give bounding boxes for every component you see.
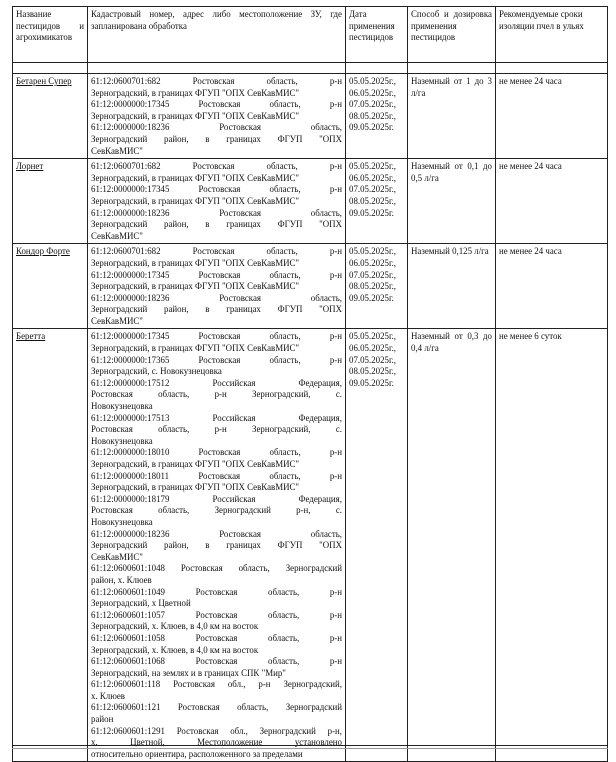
spacer-row <box>13 63 608 74</box>
isolation-period: не менее 6 суток <box>496 329 608 762</box>
table-row <box>13 329 608 762</box>
location-line: 61:12:0000000:18236 Ростовская область, <box>91 122 342 133</box>
header-location: Кадастровый номер, адрес либо местоположение ЗУ, где запланирована обработка <box>88 7 346 63</box>
location-line: Ростовская область, р-н Зерноградский, с. <box>91 424 342 435</box>
location-line: 61:12:0600601:1291 Ростовская обл., Зерноградский р-н, <box>91 725 342 736</box>
location-line: 61:12:0000000:17345 Ростовская область, р-н <box>91 99 342 110</box>
dates-cell <box>346 244 408 329</box>
location-line: 61:12:0000000:17345 Ростовская область, р-н <box>91 184 342 195</box>
location-line: СевКавМИС" <box>91 551 143 562</box>
date-line: 07.05.2025г., <box>349 99 397 110</box>
location-line: Зерноградский, в границах ФГУП "ОПХ СевКавМИС" <box>91 172 300 183</box>
date-line: 07.05.2025г., <box>349 354 397 365</box>
location-line: Зерноградский, в границах ФГУП "ОПХ СевКавМИС" <box>91 110 300 121</box>
location-line: Зерноградский, в границах ФГУП "ОПХ СевКавМИС" <box>91 459 300 469</box>
location-line: Ростовская область, р-н Зерноградский, с. <box>91 389 342 400</box>
date-line: 09.05.2025г. <box>349 122 394 133</box>
location-line: СевКавМИС" <box>91 230 143 241</box>
location-line: 61:12:0000000:18236 Ростовская область, <box>91 292 342 303</box>
location-cell <box>88 74 346 159</box>
table-row <box>13 244 608 329</box>
location-line: Зерноградский район, в границах ФГУП "ОПХ <box>91 304 342 315</box>
date-line: 08.05.2025г., <box>349 281 397 292</box>
date-line: 09.05.2025г. <box>349 207 394 218</box>
location-line: 61:12:0600601:1068 Ростовская область, р-н <box>91 656 342 667</box>
table-row <box>13 74 608 159</box>
location-line: 61:12:0000000:18236 Ростовская область, <box>91 528 342 539</box>
location-line: Зерноградский район, в границах ФГУП "ОПХ <box>91 133 342 144</box>
pesticide-name: Бетарен Супер <box>13 74 88 159</box>
location-line: 61:12:0600601:1048 Ростовская область, Зерноградский <box>91 563 342 574</box>
method-dosage: Наземный от 0,3 до 0,4 л/га <box>408 329 496 762</box>
method-dosage: Наземный 0,125 л/га <box>408 244 496 329</box>
isolation-period: не менее 24 часа <box>496 244 608 329</box>
location-line: 61:12:0600701:682 Ростовская область, р-н <box>91 161 342 172</box>
location-line: район, х. Клюев <box>91 574 152 585</box>
location-line: 61:12:0000000:17345 Ростовская область, р-н <box>91 331 342 342</box>
location-line: 61:12:0600601:118 Ростовская обл., р-н Зерноградский, <box>91 679 342 690</box>
date-line: 06.05.2025г., <box>349 87 397 98</box>
dates-cell <box>346 159 408 244</box>
location-line: 61:12:0600601:1049 Ростовская область, р-н <box>91 586 342 597</box>
location-cell <box>88 244 346 329</box>
date-line: 05.05.2025г., <box>349 331 397 342</box>
date-line: 09.05.2025г. <box>349 292 394 303</box>
isolation-period: не менее 24 часа <box>496 159 608 244</box>
location-line: 61:12:0000000:17365 Ростовская область, р-н <box>91 354 342 365</box>
date-line: 05.05.2025г., <box>349 246 397 257</box>
location-line: х. Цветной, Местоположение установлено <box>91 737 342 748</box>
location-line: Зерноградский, в границах ФГУП "ОПХ СевКавМИС" <box>91 343 300 354</box>
table-row <box>13 159 608 244</box>
location-line: Ростовская область, Зерноградский р-н, с. <box>91 505 342 516</box>
date-line: 06.05.2025г., <box>349 257 397 268</box>
location-line: 61:12:0600601:121 Ростовская область, Зерноградский <box>91 702 342 713</box>
date-line: 06.05.2025г., <box>349 172 397 183</box>
location-line: 61:12:0000000:18236 Ростовская область, <box>91 207 342 218</box>
header-isolation: Рекомендуемые сроки изоляции пчел в ульях <box>496 7 608 63</box>
header-name: Название пестицидов и агрохимикатов <box>13 7 88 63</box>
location-line: 61:12:0000000:18011 Ростовская область, р-н <box>91 470 342 481</box>
date-line: 06.05.2025г., <box>349 343 397 354</box>
method-dosage: Наземный от 1 до 3 л/га <box>408 74 496 159</box>
location-line: Зерноградский, х Цветной <box>91 598 191 609</box>
pesticide-schedule-table <box>12 6 608 762</box>
location-line: 61:12:0600601:1057 Ростовская область, р-н <box>91 609 342 620</box>
header-method: Способ и дозировка применения пестицидов <box>408 7 496 63</box>
location-line: Новокузнецовка <box>91 401 153 412</box>
table-body <box>13 74 608 762</box>
location-line: Зерноградский, с. Новокузнецовка <box>91 366 222 377</box>
location-line: Зерноградский, на землях и в границах СПК "Мир" <box>91 667 286 678</box>
location-line: Зерноградский, в границах ФГУП "ОПХ СевКавМИС" <box>91 482 300 493</box>
location-line: 61:12:0000000:17345 Ростовская область, р-н <box>91 269 342 280</box>
location-line: СевКавМИС" <box>91 145 143 156</box>
location-line: Новокузнецовка <box>91 435 153 446</box>
location-line: 61:12:0600701:682 Ростовская область, р-н <box>91 76 342 86</box>
dates-cell <box>346 74 408 159</box>
date-line: 05.05.2025г., <box>349 161 397 172</box>
pesticide-table-frame <box>12 6 608 759</box>
dates-cell <box>346 329 408 762</box>
location-line: Зерноградский, х. Клюев, в 4,0 км на восток <box>91 621 259 632</box>
date-line: 08.05.2025г., <box>349 195 397 206</box>
page-bottom-rule <box>12 748 608 749</box>
location-line: СевКавМИС" <box>91 315 143 326</box>
location-line: 61:12:0000000:17512 Российская Федерация, <box>91 377 342 388</box>
date-line: 09.05.2025г. <box>349 377 394 388</box>
location-line: 61:12:0600701:682 Ростовская область, р-н <box>91 246 342 257</box>
method-dosage: Наземный от 0,1 до 0,5 л/га <box>408 159 496 244</box>
location-line: Новокузнецовка <box>91 516 153 527</box>
location-cell <box>88 159 346 244</box>
location-line: 61:12:0600601:1058 Ростовская область, р-н <box>91 632 342 643</box>
location-line: 61:12:0000000:18179 Российская Федерация, <box>91 493 342 504</box>
location-line: 61:12:0000000:17513 Российская Федерация, <box>91 412 342 423</box>
date-line: 08.05.2025г., <box>349 366 397 377</box>
location-line: Зерноградский район, в границах ФГУП "ОПХ <box>91 540 342 551</box>
location-line: Зерноградский, в границах ФГУП "ОПХ СевКавМИС" <box>91 195 300 206</box>
location-line: Зерноградский, в границах ФГУП "ОПХ СевКавМИС" <box>91 87 300 98</box>
header-row <box>13 7 608 63</box>
header-dates: Дата применения пестицидов <box>346 7 408 63</box>
date-line: 07.05.2025г., <box>349 269 397 280</box>
pesticide-name: Лорнет <box>13 159 88 244</box>
location-line: Зерноградский, в границах ФГУП "ОПХ СевКавМИС" <box>91 257 300 268</box>
location-line: х. Клюев <box>91 690 125 701</box>
location-line: Зерноградский район, в границах ФГУП "ОПХ <box>91 219 342 230</box>
location-line: район <box>91 714 114 725</box>
location-line: 61:12:0000000:18010 Ростовская область, р-н <box>91 447 342 458</box>
date-line: 07.05.2025г., <box>349 184 397 195</box>
location-line: относительно ориентира, расположенного за пределами <box>91 748 303 759</box>
location-line: Зерноградский, в границах ФГУП "ОПХ СевКавМИС" <box>91 281 300 292</box>
isolation-period: не менее 24 часа <box>496 74 608 159</box>
pesticide-name: Беретта <box>13 329 88 762</box>
pesticide-name: Кондор Форте <box>13 244 88 329</box>
date-line: 08.05.2025г., <box>349 110 397 121</box>
location-line: Зерноградский, х. Клюев, в 4,0 км на восток <box>91 644 259 655</box>
location-cell <box>88 329 346 762</box>
date-line: 05.05.2025г., <box>349 76 397 86</box>
